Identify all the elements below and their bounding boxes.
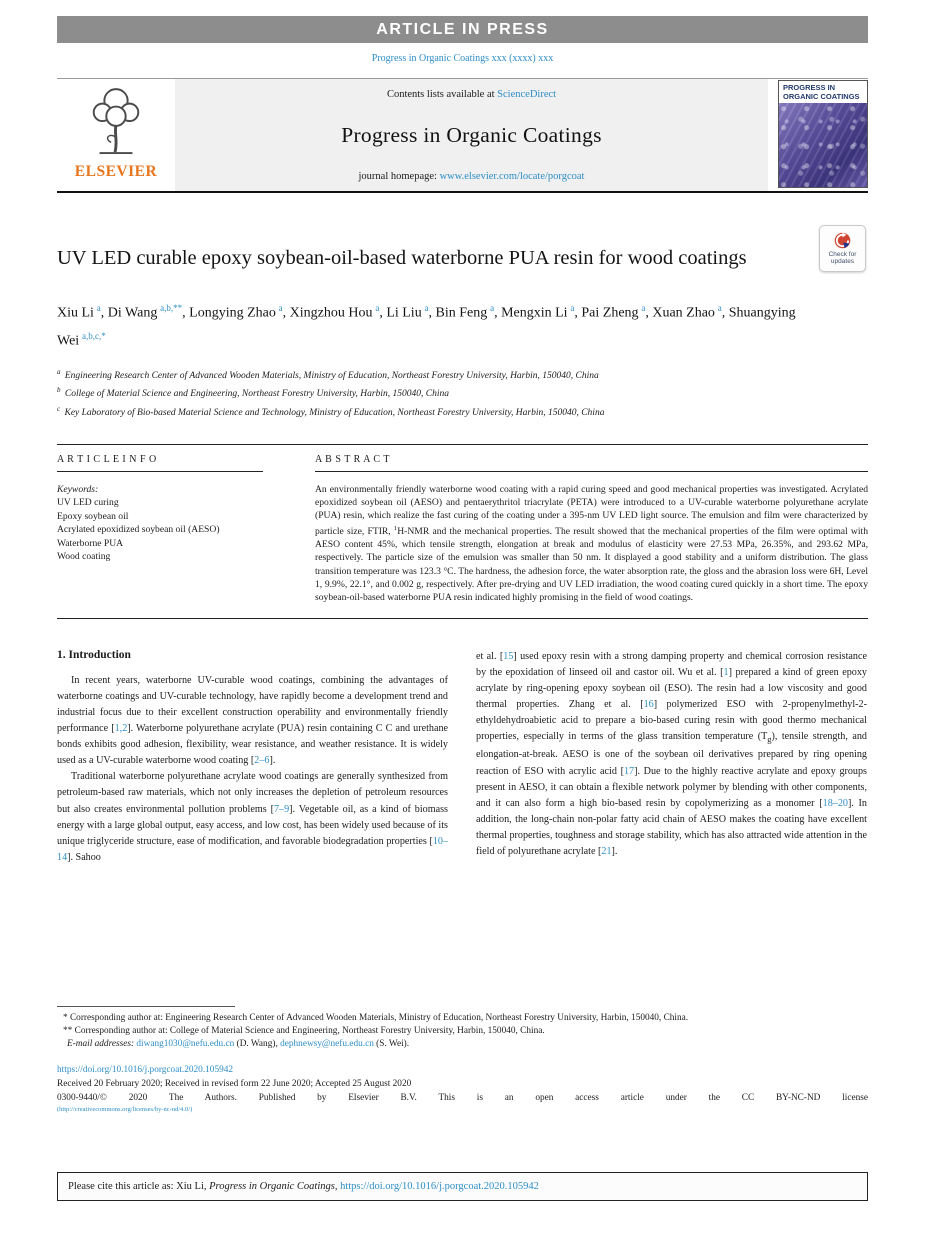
keyword: Wood coating [57,551,111,563]
inline-link[interactable]: 17 [623,765,635,777]
keyword: UV LED curing [57,497,119,509]
journal-cover-title: PROGRESS IN ORGANIC COATINGS [783,83,860,101]
inline-link[interactable]: dephnewsy@nefu.edu.cn [280,1039,374,1050]
keyword: Waterborne PUA [57,537,124,549]
inline-link[interactable]: 15 [503,650,514,662]
inline-link[interactable]: www.elsevier.com/locate/porgcoat [439,171,585,182]
italic-text: E-mail addresses: [67,1039,135,1050]
masthead-bottom-rule [57,191,868,193]
inline-link[interactable]: 7–9 [273,803,290,815]
author-affiliation-sup: a,b,** [160,303,183,313]
check-for-updates-label: Check for updates [828,250,857,265]
crossmark-icon [834,232,851,249]
keyword: Epoxy soybean oil [57,510,129,522]
author-affiliation-sup: a [717,303,722,313]
author-name: Mengxin Li [501,305,568,321]
text-sup: 1 [393,525,398,533]
author-affiliation-sup: a [278,303,283,313]
keywords-label: Keywords: [57,483,99,495]
author-affiliation-sup: a [424,303,429,313]
email-addresses-line: E-mail addresses: diwang1030@nefu.edu.cn (D. Wang), dephnewsy@nefu.edu.cn (S. Wei). [67,1039,410,1050]
affiliation-sup: a [57,368,61,377]
title-row [57,243,868,273]
footnote-text: Corresponding author at: College of Material Science and Engineering, Northeast Forestry University, Harbin, 150040, China. [74,1026,545,1037]
running-head-journal-ref[interactable]: Progress in Organic Coatings xxx (xxxx) xxx [371,53,554,64]
intro-right-column [476,649,867,866]
affiliation-text: Key Laboratory of Bio-based Material Science and Technology, Ministry of Education, Northeast Forestry University, Harbin, 150040, China [64,407,605,418]
citation-box [57,1172,868,1201]
received-dates-line: Received 20 February 2020; Received in revised form 22 June 2020; Accepted 25 August 2020 [57,1078,412,1089]
intro-paragraph: In recent years, waterborne UV-curable wood coatings, combining the advantages of waterborne coatings and UV-curable technology, have rapidly become a development trend and industrial focus due to their excellent construction operability and environmentally friendly performance [1,2]. Waterborne polyurethane acrylate (PUA) resin containing C C and urethane bonds exhibits good adhesion, flexibility, wear resistance, and weather resistance. It is widely used as a UV-curable waterborne wood coating [2–6]. [57,674,448,767]
article-info-abstract-section [57,444,868,619]
intro-paragraph: et al. [15] used epoxy resin with a strong damping property and chemical corrosion resistance by the epoxidation of linseed oil and castor oil. Wu et al. [1] prepared a kind of green epoxy acrylate by ring-opening epoxy soybean oil (ESO). The resin had a low viscosity and good thermal properties. Zhang et al. [16] polymerized ESO with 2-propenylmethyl-2-ethyldehydroabietic acid to prepare a bio-based curing resin with good thermo mechanical properties, especially in terms of the glass transition temperature $(T_g)$, tensile strength, and elongation-at-break. AESO is one of the soybean oil derivatives prepared by ring opening reaction of ESO with acrylic acid [17]. Due to the highly reactive acrylate and epoxy groups present in AESO, it can obtain a flexible network polymer by blending with other components, and it can also form a high bio-based resin by copolymerizing as a monomer [18–20]. In addition, the long-chain non-polar fatty acid chain of AESO makes the coating have excellent thermal properties, toughness and storage stability, which has also attracted wide attention in the field of polyurethane acrylate [21]. [476,650,868,857]
cc-license-link[interactable]: (http://creativecommons.org/licenses/by-nc-nd/4.0/) [57,1105,193,1113]
article-info-column [57,445,263,604]
author-list: Xiu Li $^a$, Di Wang $^{a,b,**}$, Longying Zhao $^a$, Xingzhou Hou $^a$, Li Liu $^a$, Bin Feng $^a$, Mengxin Li $^a$, Pai Zheng $^a$, Xuan Zhao $^a$, Shuangying Wei $^{a,b,c,*}$ [57,303,796,349]
inline-link[interactable]: diwang1030@nefu.edu.cn [136,1039,235,1050]
journal-title: Progress in Organic Coatings [341,123,602,147]
intro-paragraph: Traditional waterborne polyurethane acrylate wood coatings are generally synthesized from petroleum-based raw materials, which not only increases the depletion of petroleum resources but also creates environmental pollution problems [7–9]. Vegetable oil, as a kind of biomass energy with a large global output, easy access, and low cost, has been widely used because of its unique triglyceride structure, ease of modification, and favorable biodegradation properties [10–14]. Sahoo [57,771,448,863]
affiliation [57,402,868,420]
author-affiliation-sup: a [96,303,101,313]
journal-cover [768,79,868,191]
check-for-updates-badge[interactable] [819,225,866,272]
inline-link[interactable]: ScienceDirect [497,89,557,100]
citation-text: Please cite this article as: Xiu Li, Progress in Organic Coatings, https://doi.org/10.1016/j.porgcoat.2020.105942 [68,1181,539,1192]
author-name: Xingzhou Hou [289,305,373,321]
footnote-marker: * [63,1013,68,1023]
italic-text: Progress in Organic Coatings [209,1181,335,1192]
article-info-heading: A R T I C L E I N F O [57,445,263,472]
article-in-press-banner: ARTICLE IN PRESS [57,16,868,43]
journal-cover-thumbnail [778,80,868,188]
elsevier-logo [57,79,175,191]
author-affiliation-sup: a [490,303,495,313]
footnote-corresponding-2 [57,1025,868,1038]
inline-link[interactable]: 18–20 [822,797,848,809]
keyword: Acrylated epoxidized soybean oil (AESO) [57,524,220,536]
author-name: Pai Zheng [581,305,639,321]
elsevier-wordmark: ELSEVIER [74,163,158,180]
page-footer [57,1006,868,1113]
imprint-block [57,1065,868,1113]
doi-link[interactable]: https://doi.org/10.1016/j.porgcoat.2020.105942 [57,1064,234,1075]
introduction-section [57,649,868,866]
affiliation-list [57,365,868,419]
affiliation-sup: b [57,386,61,395]
author-affiliation-sup: a [570,303,575,313]
affiliation-text: Engineering Research Center of Advanced Wooden Materials, Ministry of Education, Northeast Forestry University, Harbin, 150040, China [64,371,599,382]
journal-masthead [57,79,868,191]
author-name: Di Wang [107,305,158,321]
inline-link[interactable]: 1 [723,666,729,678]
author-name: Longying Zhao [189,305,276,321]
abstract-column [315,445,868,604]
footnote-text: Corresponding author at: Engineering Research Center of Advanced Wooden Materials, Ministry of Education, Northeast Forestry University, Harbin, 150040, China. [69,1013,689,1023]
author-affiliation-sup: a [375,303,380,313]
affiliation [57,365,868,383]
journal-homepage-line: journal homepage: www.elsevier.com/locate/porgcoat [358,171,585,182]
inline-link[interactable]: https://doi.org/10.1016/j.porgcoat.2020.105942 [340,1181,539,1192]
inline-link[interactable]: 16 [643,699,654,711]
affiliation [57,383,868,401]
inline-link[interactable]: 1,2 [114,723,128,735]
abstract-heading: A B S T R A C T [315,445,868,472]
inline-link[interactable]: 10–14 [57,835,448,863]
elsevier-tree-icon [85,84,147,162]
intro-left-column [57,649,448,866]
introduction-heading: 1. Introduction [57,648,131,661]
masthead-center-panel [175,79,768,191]
author-name: Xiu Li [57,305,94,321]
affiliation-sup: c [57,404,61,413]
author-name: Xuan Zhao [652,305,715,321]
author-affiliation-sup: a [641,303,646,313]
author-affiliation-sup: a,b,c,* [82,330,106,341]
affiliation-text: College of Material Science and Engineering, Northeast Forestry University, Harbin, 150040, China [64,389,449,400]
footnote-rule [57,1006,235,1007]
footnote-corresponding-1 [57,1012,868,1025]
article-title: UV LED curable epoxy soybean-oil-based waterborne PUA resin for wood coatings [57,247,747,269]
contents-list-line: Contents lists available at ScienceDirect [386,89,557,100]
journal-cover-image [779,103,867,187]
abstract-text: An environmentally friendly waterborne wood coating with a rapid curing speed and good mechanical properties was investigated. Acrylated epoxidized soybean oil (AESO) and pentaerythritol triacrylate (PETA) were introduced to a UV-curable waterborne polyurethane acrylate (PUA) resin, which realize the fast curing of the coating under a 395-nm UV LED light source. The emulsion and film were characterized by particle size, FTIR, $^1$H-NMR and the mechanical properties. The result showed that the mechanical properties of the film were optimal with AESO content 45%, which tensile strength, elongation at break and modulus of elasticity were 27.53 MPa, 26.35%, and 293.62 MPa, respectively. The particle size of the emulsion was smaller than 50 nm. It displayed a good stability and a uniform distribution. The glass transition temperature was 123.3 °C. The hardness, the adhesion force, the water absorption rate, the gloss and the abrasion loss were 6H, Level 1, 9.9%, 22.1°, and 0.002 g, respectively. After pre-drying and UV LED irradiation, the wood coating cured quickly in a short time. The epoxy soybean-oil-based waterborne PUA resin indicated highly promising in the field of wood coatings. [315,483,868,603]
inline-link[interactable]: 21 [601,845,612,857]
inline-link[interactable]: 2–6 [254,755,270,767]
author-name: Shuangying Wei [57,305,796,349]
license-line: 0300-9440/© 2020 The Authors. Published by Elsevier B.V. This is an open access article under the CC BY-NC-ND license [57,1092,868,1103]
text-sub: g [767,734,772,745]
footnote-marker: ** [63,1026,73,1037]
author-name: Li Liu [386,305,422,321]
author-name: Bin Feng [435,305,488,321]
